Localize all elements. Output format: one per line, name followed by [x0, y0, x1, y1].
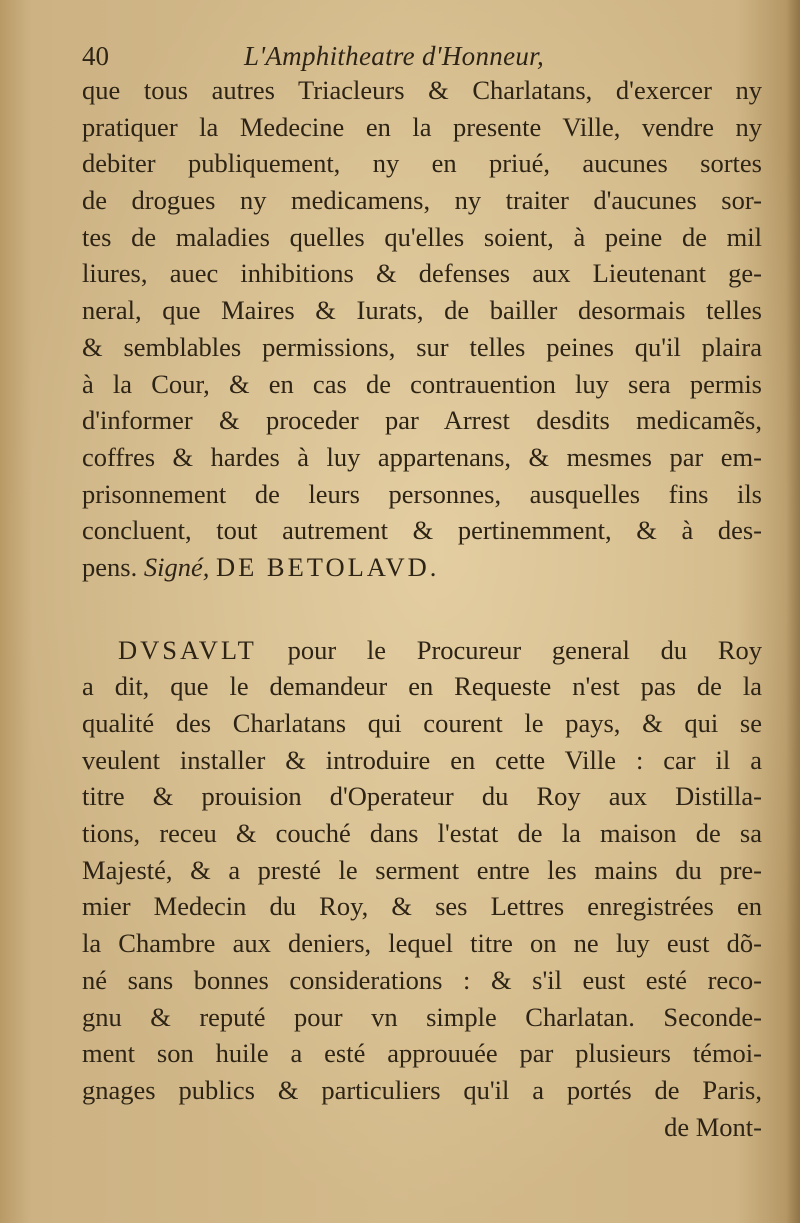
signatory-name: DE BETOLAVD.: [215, 551, 440, 582]
text-line: qualité des Charlatans qui courent le pays, & qui se: [82, 708, 762, 738]
text-line: la Chambre aux deniers, lequel titre on ne luy eust dõ-: [82, 928, 762, 959]
text-line: gnu & reputé pour vn simple Charlatan. Seconde-: [82, 1001, 762, 1032]
text-line: coffres & hardes à luy appartenans, & mesmes par em-: [82, 441, 762, 472]
body-text: [82, 72, 762, 1145]
text-line: pratiquer la Medecine en la presente Ville, vendre ny: [82, 111, 762, 142]
text-line: concluent, tout autrement & pertinemment, & à des-: [82, 515, 762, 546]
text-line: debiter publiquement, ny en priué, aucunes sortes: [82, 148, 762, 179]
page-header: [82, 36, 702, 76]
text-line: gnages publics & particuliers qu'il a portés de Paris,: [82, 1074, 762, 1105]
text-line: & semblables permissions, sur telles peines qu'il plaira: [82, 331, 762, 362]
running-title: L'Amphitheatre d'Honneur,: [244, 41, 545, 71]
paragraph-1: [82, 72, 762, 586]
catchword: de Mont-: [664, 1111, 762, 1142]
text-line: de drogues ny medicamens, ny traiter d'aucunes sor-: [82, 185, 762, 216]
speaker-name: DVSAVLT: [118, 634, 257, 665]
text-line: Majesté, & a presté le serment entre les mains du pre-: [82, 854, 762, 885]
paragraph-2: [82, 632, 762, 1146]
text-line: ment son huile a esté approuuée par plusieurs témoi-: [82, 1038, 762, 1069]
text-line: tions, receu & couché dans l'estat de la maison de sa: [82, 818, 762, 849]
text-line: prisonnement de leurs personnes, ausquelles fins ils: [82, 478, 762, 509]
text-line: neral, que Maires & Iurats, de bailler desormais telles: [82, 295, 762, 326]
signature-line: [82, 549, 762, 586]
text-line: à la Cour, & en cas de contrauention luy sera permis: [82, 368, 762, 399]
text-line: d'informer & proceder par Arrest desdits medicamẽs,: [82, 405, 762, 436]
text-line: liures, auec inhibitions & defenses aux Lieutenant ge-: [82, 258, 762, 289]
page-edge-shadow: [786, 0, 800, 1223]
text-line: a dit, que le demandeur en Requeste n'est pas de la: [82, 671, 762, 702]
paragraph-gap: [82, 586, 762, 632]
page-number: 40: [82, 41, 109, 71]
signature-prefix: pens.: [82, 551, 138, 582]
paragraph-opening-line: [82, 632, 762, 669]
opening-text: pour le Procureur general du Roy: [287, 634, 763, 665]
text-line: veulent installer & introduire en cette Ville : car il a: [82, 744, 762, 775]
text-line: que tous autres Triacleurs & Charlatans, d'exercer ny: [82, 75, 762, 105]
text-line: titre & prouision d'Operateur du Roy aux Distilla-: [82, 781, 762, 812]
text-line: mier Medecin du Roy, & ses Lettres enregistrées en: [82, 891, 762, 922]
text-line: né sans bonnes considerations : & s'il eust esté reco-: [82, 964, 762, 995]
signed-label: Signé,: [143, 551, 210, 582]
text-line: tes de maladies quelles qu'elles soient, à peine de mil: [82, 221, 762, 252]
